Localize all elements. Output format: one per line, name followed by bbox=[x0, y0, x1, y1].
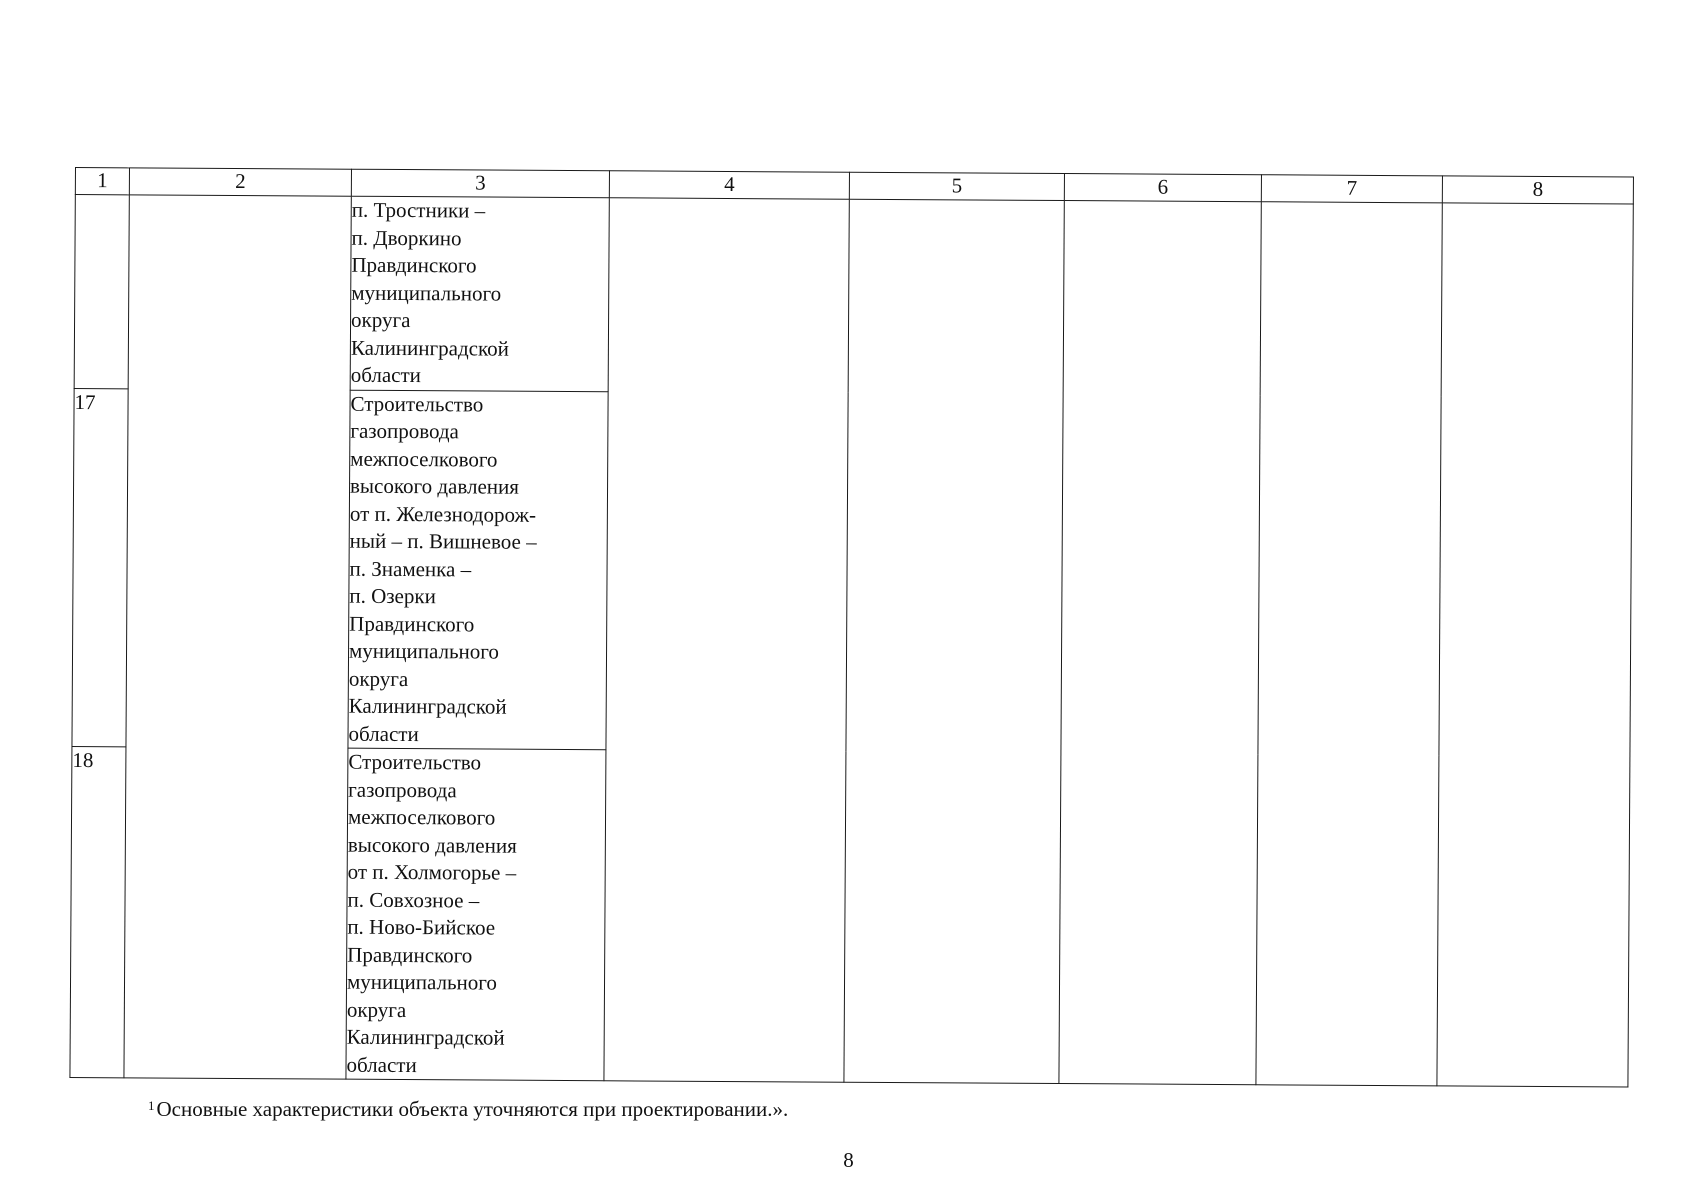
footnote-text: Основные характеристики объекта уточняются при проектировании.». bbox=[156, 1097, 789, 1121]
column-header-8: 8 bbox=[1442, 176, 1633, 204]
description-line: высокого давления bbox=[349, 473, 520, 499]
description-line: п. Тростники – bbox=[351, 197, 486, 223]
footnote bbox=[148, 1096, 788, 1122]
footnote-marker: 1 bbox=[148, 1098, 155, 1113]
column-header-5: 5 bbox=[849, 172, 1064, 200]
description-line: округа bbox=[350, 307, 411, 333]
description-line: Строительство bbox=[350, 391, 484, 416]
object-description bbox=[348, 390, 608, 750]
description-line: Калининградской bbox=[350, 335, 509, 361]
column-5-cell bbox=[844, 199, 1064, 1083]
description-line: газопровода bbox=[348, 777, 457, 802]
description-line: высокого давления bbox=[347, 832, 517, 858]
description-line: п. Озерки bbox=[349, 583, 436, 609]
object-description bbox=[350, 196, 609, 391]
description-line: Строительство bbox=[348, 749, 482, 775]
column-header-1: 1 bbox=[75, 168, 129, 195]
description-line: п. Ново-Бийское bbox=[347, 914, 496, 940]
description-line: муниципального bbox=[348, 638, 499, 664]
column-header-6: 6 bbox=[1064, 174, 1261, 202]
objects-table bbox=[69, 167, 1634, 1088]
column-6-cell bbox=[1059, 201, 1261, 1085]
description-line: Калининградской bbox=[346, 1024, 505, 1050]
description-line: газопровода bbox=[350, 418, 459, 444]
column-2-cell bbox=[124, 195, 351, 1079]
column-8-cell bbox=[1437, 203, 1633, 1087]
row-number bbox=[74, 195, 129, 389]
description-line: Калининградской bbox=[348, 693, 507, 719]
column-header-7: 7 bbox=[1261, 175, 1442, 203]
column-header-2: 2 bbox=[129, 168, 351, 196]
description-line: муниципального bbox=[346, 969, 497, 995]
description-line: Правдинского bbox=[349, 611, 475, 636]
description-line: от п. Железнодорож- bbox=[349, 501, 537, 527]
column-7-cell bbox=[1256, 202, 1442, 1086]
page-number: 8 bbox=[843, 1148, 854, 1172]
row-number: 17 bbox=[72, 388, 128, 747]
description-line: округа bbox=[346, 997, 407, 1022]
description-line: области bbox=[348, 721, 419, 746]
description-line: п. Знаменка – bbox=[349, 556, 472, 581]
row-number: 18 bbox=[70, 746, 126, 1077]
description-line: муниципального bbox=[351, 280, 502, 306]
column-header-3: 3 bbox=[351, 169, 609, 198]
description-line: ный – п. Вишневое – bbox=[349, 528, 537, 554]
table-row bbox=[74, 195, 1633, 398]
description-line: Правдинского bbox=[351, 252, 477, 278]
description-line: Правдинского bbox=[347, 942, 473, 967]
description-line: от п. Холмогорье – bbox=[347, 859, 517, 885]
column-header-4: 4 bbox=[609, 171, 849, 199]
column-4-cell bbox=[604, 198, 849, 1082]
object-description bbox=[346, 748, 606, 1081]
description-line: округа bbox=[348, 666, 409, 691]
description-line: области bbox=[346, 1052, 417, 1077]
description-line: межпоселкового bbox=[347, 804, 496, 830]
description-line: области bbox=[350, 362, 422, 388]
description-line: п. Совхозное – bbox=[347, 887, 480, 912]
description-line: межпоселкового bbox=[350, 446, 498, 472]
description-line: п. Дворкино bbox=[351, 225, 462, 250]
